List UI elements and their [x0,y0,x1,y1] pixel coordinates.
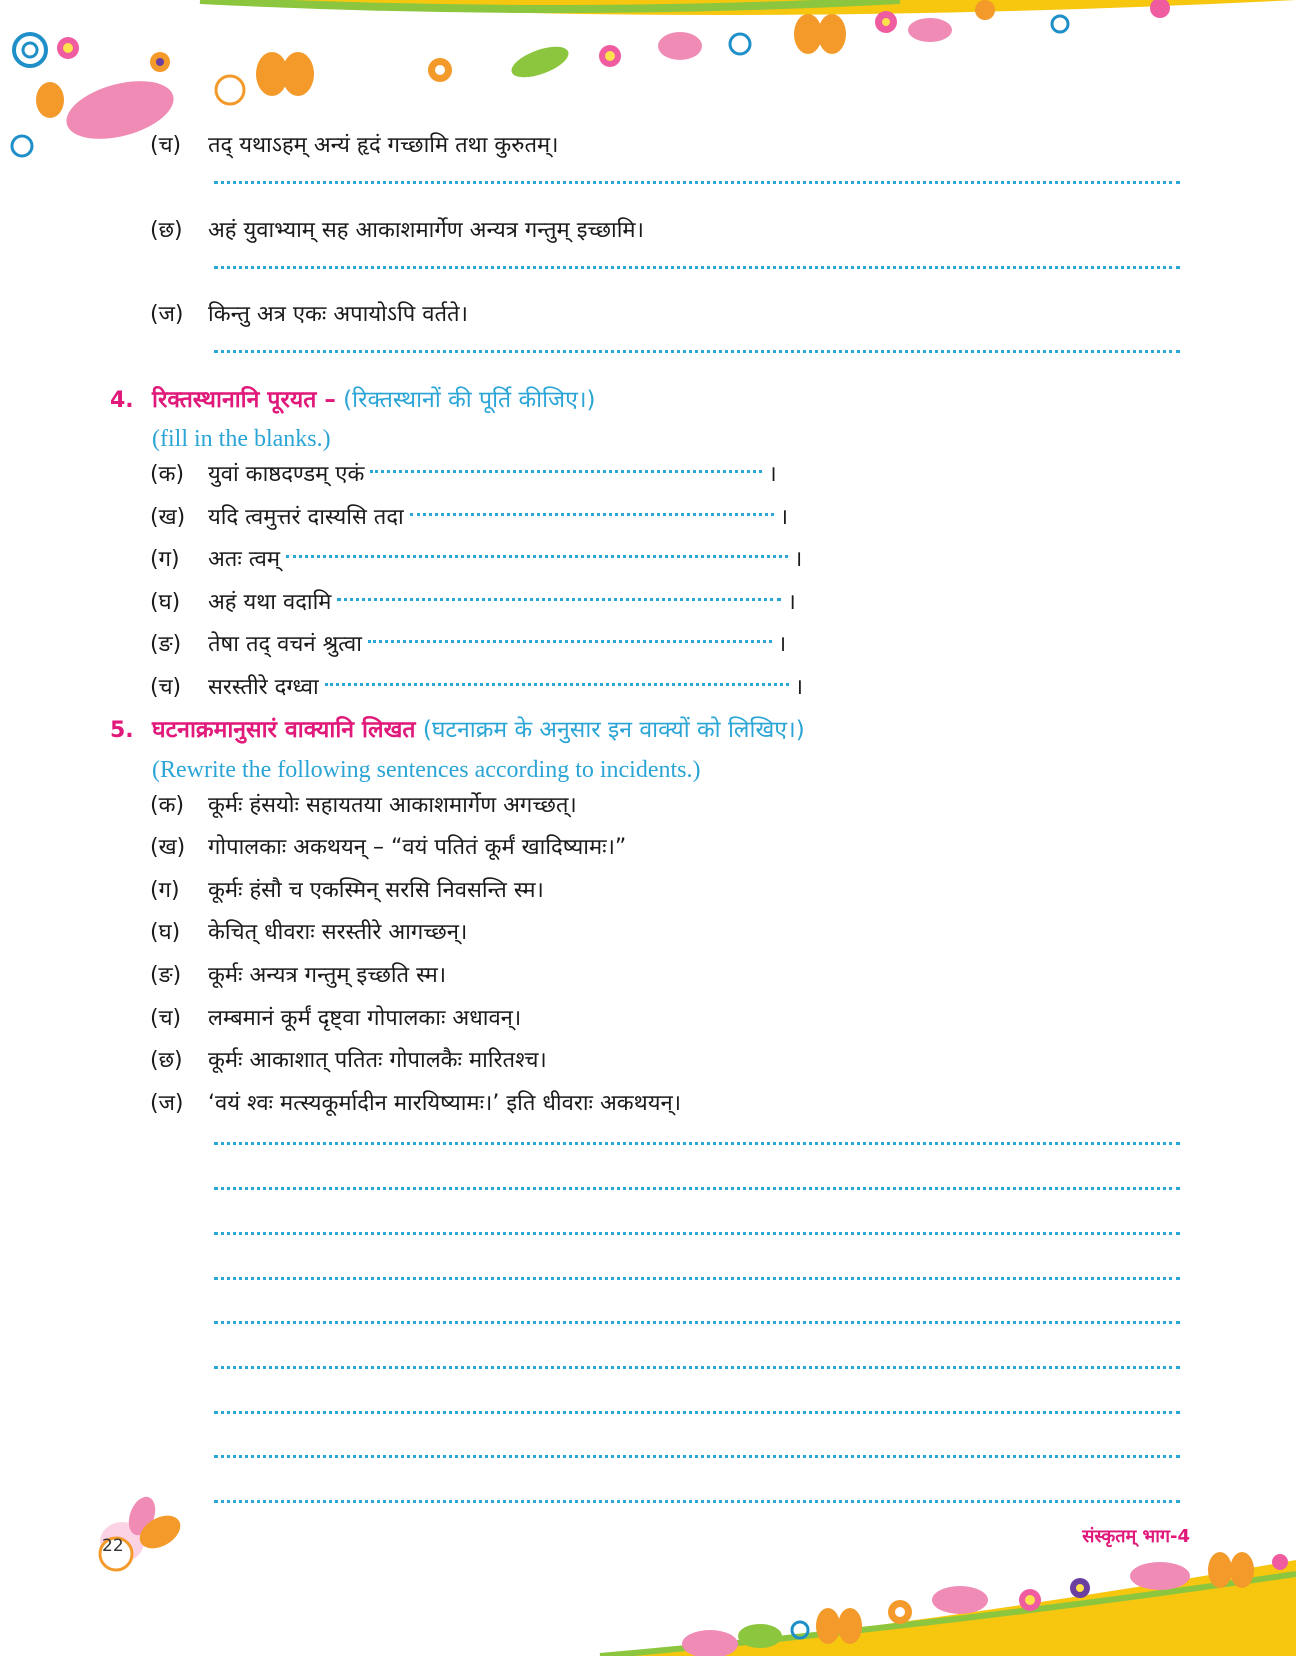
question-number: 5. [110,718,134,743]
sentence-item: (ज) ‘वयं श्वः मत्स्यकूर्मादीन मारयिष्यामः।’ इति धीवराः अकथयन्। [150,1091,682,1116]
blank-field[interactable] [410,513,774,516]
answer-line[interactable] [214,181,1180,184]
sentence-item: (च) लम्बमानं कूर्मं दृष्ट्वा गोपालकाः अधावन्। [150,1006,522,1031]
question-heading: रिक्तस्थानानि पूरयत – (रिक्तस्थानों की पूर्ति कीजिए।) [152,387,596,413]
fill-blank-item: (ग) अतः त्वम् । [150,547,803,572]
sentence-item: (ग) कूर्मः हंसौ च एकस्मिन् सरसि निवसन्ति स्म। [150,878,544,903]
answer-line[interactable] [214,1366,1180,1369]
floral-border-bottom [560,1540,1296,1656]
blank-field[interactable] [368,640,772,643]
s3-item: (च) तद् यथाऽहम् अन्यं हृदं गच्छामि तथा कुरुतम्। [150,133,559,158]
fill-blank-item: (ङ) तेषा तद् वचनं श्रुत्वा । [150,632,787,657]
answer-line[interactable] [214,1411,1180,1414]
sentence-item: (घ) केचित् धीवराः सरस्तीरे आगच्छन्। [150,920,468,945]
sentence-item: (छ) कूर्मः आकाशात् पतितः गोपालकैः मारितश्च। [150,1048,547,1073]
question-number: 4. [110,388,134,413]
question-english: (Rewrite the following sentences according to incidents.) [152,757,701,783]
answer-line[interactable] [214,1455,1180,1458]
answer-line[interactable] [214,350,1180,353]
page-number-flower-icon [92,1494,182,1574]
blank-field[interactable] [370,470,762,473]
sentence-item: (क) कूर्मः हंसयोः सहायतया आकाशमार्गेण अगच्छत्। [150,793,577,818]
question-heading: घटनाक्रमानुसारं वाक्यानि लिखत (घटनाक्रम के अनुसार इन वाक्यों को लिखिए।) [152,717,805,743]
book-title: संस्कृतम् भाग-4 [1082,1526,1190,1547]
fill-blank-item: (घ) अहं यथा वदामि । [150,590,796,615]
blank-field[interactable] [337,598,781,601]
sentence-item: (ख) गोपालकाः अकथयन् – “वयं पतितं कूर्मं खादिष्यामः।” [150,835,627,860]
blank-field[interactable] [286,555,788,558]
answer-line[interactable] [214,266,1180,269]
answer-line[interactable] [214,1232,1180,1235]
answer-line[interactable] [214,1321,1180,1324]
fill-blank-item: (ख) यदि त्वमुत्तरं दास्यसि तदा । [150,505,789,530]
question-english: (fill in the blanks.) [152,426,331,452]
s3-item: (छ) अहं युवाभ्याम् सह आकाशमार्गेण अन्यत्र गन्तुम् इच्छामि। [150,218,644,243]
page-number: 22 [102,1536,124,1556]
s3-item: (ज) किन्तु अत्र एकः अपायोऽपि वर्तते। [150,302,468,327]
blank-field[interactable] [325,683,789,686]
fill-blank-item: (च) सरस्तीरे दग्ध्वा । [150,675,804,700]
fill-blank-item: (क) युवां काष्ठदण्डम् एकं । [150,462,777,487]
answer-line[interactable] [214,1500,1180,1503]
butterfly-icon [256,52,314,96]
answer-line[interactable] [214,1142,1180,1145]
answer-line[interactable] [214,1277,1180,1280]
answer-line[interactable] [214,1187,1180,1190]
sentence-item: (ङ) कूर्मः अन्यत्र गन्तुम् इच्छति स्म। [150,963,447,988]
